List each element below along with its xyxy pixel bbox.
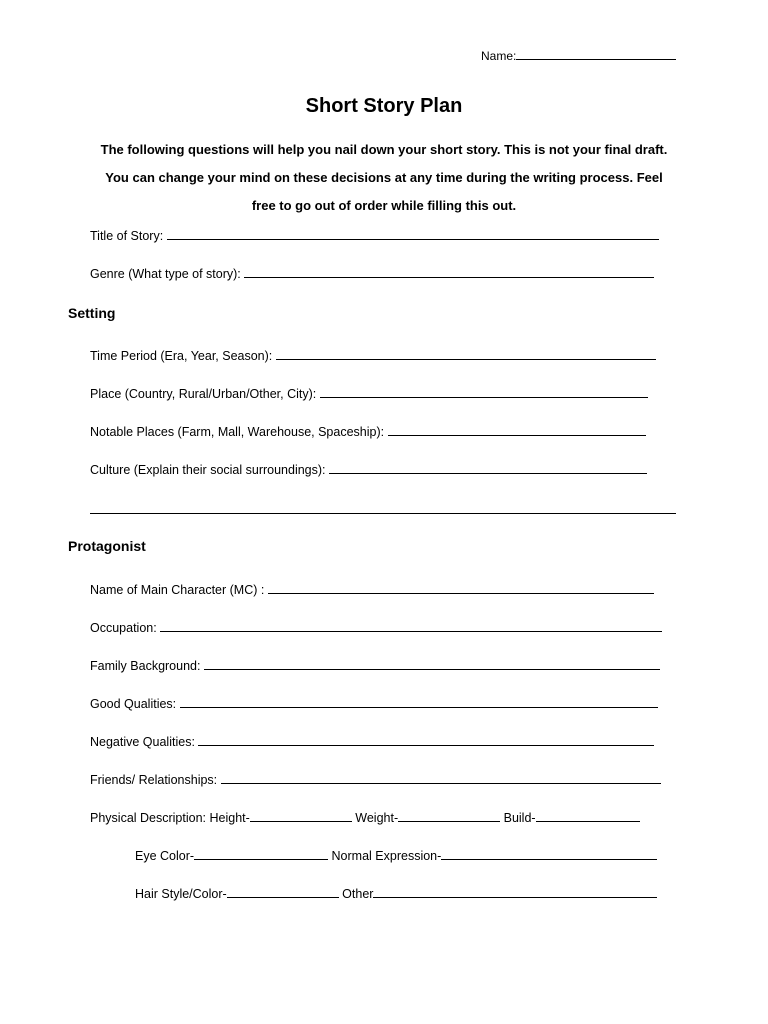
friends-blank[interactable] [221,771,661,784]
expression-label: Normal Expression- [331,849,442,863]
culture-field [90,461,647,477]
title-of-story-label: Title of Story: [90,229,164,243]
physical-field [90,809,640,825]
negative-qualities-label: Negative Qualities: [90,735,195,749]
hair-blank[interactable] [227,885,339,898]
other-label: Other [342,887,374,901]
good-qualities-blank[interactable] [180,695,658,708]
friends-field [90,771,661,787]
intro-line-2: You can change your mind on these decisions at any time during the writing process. Feel [105,170,663,185]
weight-blank[interactable] [398,809,500,822]
time-period-field [90,347,656,363]
friends-label: Friends/ Relationships: [90,773,218,787]
genre-label: Genre (What type of story): [90,267,241,281]
hair-label: Hair Style/Color- [135,887,227,901]
title-of-story-blank[interactable] [167,227,659,240]
culture-label: Culture (Explain their social surroundings): [90,463,326,477]
setting-heading: Setting [68,305,116,321]
other-blank[interactable] [373,885,657,898]
mc-name-blank[interactable] [268,581,654,594]
physical-label: Physical Description: Height- [90,811,250,825]
occupation-label: Occupation: [90,621,157,635]
genre-blank[interactable] [244,265,654,278]
place-label: Place (Country, Rural/Urban/Other, City): [90,387,317,401]
expression-blank[interactable] [441,847,657,860]
eye-field [135,847,657,863]
notable-places-blank[interactable] [388,423,646,436]
good-qualities-label: Good Qualities: [90,697,177,711]
notable-places-field [90,423,646,439]
time-period-blank[interactable] [276,347,656,360]
height-blank[interactable] [250,809,352,822]
culture-blank[interactable] [329,461,647,474]
hair-field [135,885,657,901]
intro-line-3: free to go out of order while filling this out. [251,198,517,213]
negative-qualities-blank[interactable] [198,733,654,746]
negative-qualities-field [90,733,654,749]
mc-name-field [90,581,654,597]
place-field [90,385,648,401]
eye-color-label: Eye Color- [135,849,195,863]
title-of-story-field [90,227,659,243]
family-label: Family Background: [90,659,201,673]
weight-label: Weight- [355,811,399,825]
genre-field [90,265,654,281]
build-label: Build- [503,811,536,825]
name-field [481,47,676,63]
time-period-label: Time Period (Era, Year, Season): [90,349,273,363]
occupation-blank[interactable] [160,619,662,632]
notable-places-label: Notable Places (Farm, Mall, Warehouse, Spaceship): [90,425,385,439]
culture-extra-line[interactable] [90,513,676,514]
family-blank[interactable] [204,657,660,670]
name-label: Name: [481,49,517,63]
intro-line-1: The following questions will help you nail down your short story. This is not your final draft. [100,142,668,157]
family-field [90,657,660,673]
name-blank[interactable] [516,47,676,60]
place-blank[interactable] [320,385,648,398]
protagonist-heading: Protagonist [68,538,146,554]
occupation-field [90,619,662,635]
good-qualities-field [90,695,658,711]
build-blank[interactable] [536,809,640,822]
page-title: Short Story Plan [305,95,463,117]
eye-color-blank[interactable] [194,847,328,860]
mc-name-label: Name of Main Character (MC) : [90,583,265,597]
